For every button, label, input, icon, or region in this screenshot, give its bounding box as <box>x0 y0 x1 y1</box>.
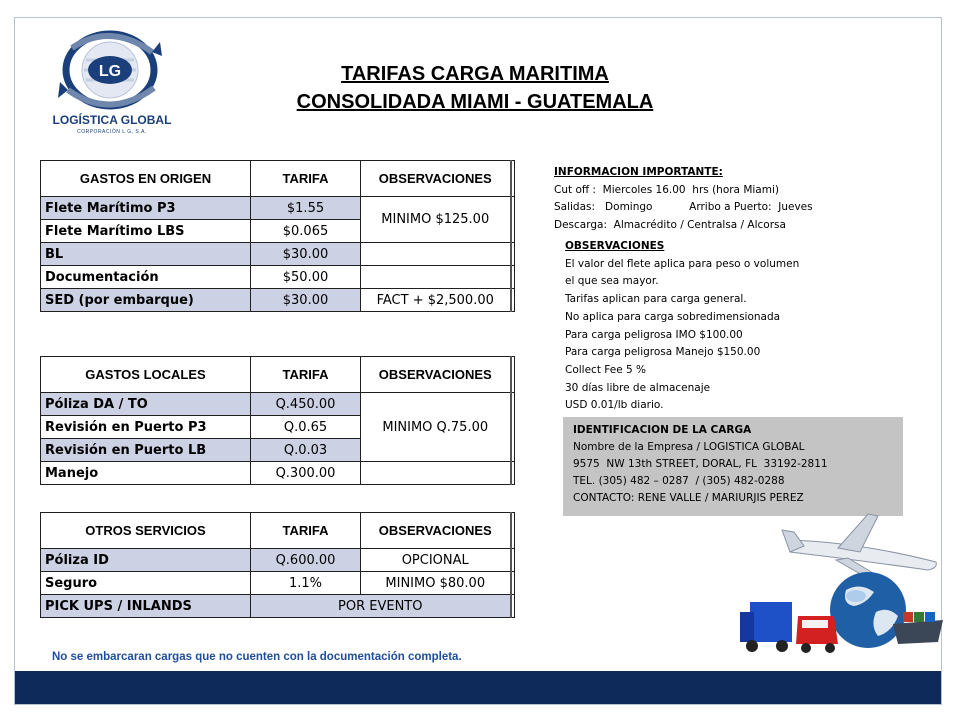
row-name: Seguro <box>41 572 251 595</box>
observation-line: Tarifas aplican para carga general. <box>565 293 747 306</box>
origin-header-obs: OBSERVACIONES <box>361 161 511 197</box>
row-rate: $1.55 <box>251 197 361 220</box>
local-header-obs: OBSERVACIONES <box>361 357 511 393</box>
info-line: Salidas: Domingo Arribo a Puerto: Jueves <box>554 201 813 213</box>
row-name: Revisión en Puerto LB <box>41 439 251 462</box>
observation-line: Collect Fee 5 % <box>565 363 646 376</box>
table-row <box>41 549 515 572</box>
row-name: Revisión en Puerto P3 <box>41 416 251 439</box>
observation-line: El valor del flete aplica para peso o volumen <box>565 257 800 270</box>
row-rate: Q.600.00 <box>251 549 361 572</box>
table-row <box>41 289 515 312</box>
local-header-rate: TARIFA <box>251 357 361 393</box>
row-obs: MINIMO Q.75.00 <box>361 393 511 462</box>
row-obs: FACT + $2,500.00 <box>361 289 511 312</box>
row-obs: MINIMO $80.00 <box>361 572 511 595</box>
observation-line: 30 días libre de almacenaje <box>565 381 711 394</box>
table-row <box>41 243 515 266</box>
row-rate: Q.300.00 <box>251 462 361 485</box>
row-name: Flete Marítimo LBS <box>41 220 251 243</box>
svg-text:LG: LG <box>98 63 122 80</box>
transport-illustration-icon <box>738 512 943 662</box>
origin-header-rate: TARIFA <box>251 161 361 197</box>
footer-bar <box>15 671 941 704</box>
observation-line: Para carga peligrosa IMO $100.00 <box>565 328 743 341</box>
row-rate: Q.0.03 <box>251 439 361 462</box>
table-row <box>41 266 515 289</box>
observation-line: Para carga peligrosa Manejo $150.00 <box>565 346 761 359</box>
row-rate: $30.00 <box>251 243 361 266</box>
row-rate: Q.450.00 <box>251 393 361 416</box>
row-rate: 1.1% <box>251 572 361 595</box>
row-rate: $30.00 <box>251 289 361 312</box>
row-name: Manejo <box>41 462 251 485</box>
globe-icon <box>830 572 906 648</box>
local-charges-table <box>40 356 515 485</box>
row-name: Póliza DA / TO <box>41 393 251 416</box>
logo-name: LOGÍSTICA GLOBAL <box>52 113 172 127</box>
row-name: SED (por embarque) <box>41 289 251 312</box>
documentation-footnote: No se embarcaran cargas que no cuenten con la documentación completa. <box>52 651 462 663</box>
observation-line: USD 0.01/lb diario. <box>565 399 664 412</box>
observation-line: el que sea mayor. <box>565 275 659 288</box>
row-name: Póliza ID <box>41 549 251 572</box>
row-obs: OPCIONAL <box>361 549 511 572</box>
observation-line: No aplica para carga sobredimensionada <box>565 310 781 323</box>
others-header-item: OTROS SERVICIOS <box>41 513 251 549</box>
page-title-line2: CONSOLIDADA MIAMI - GUATEMALA <box>296 91 654 113</box>
origin-charges-table <box>40 160 515 312</box>
logo-corp: CORPORACIÓN L G, S.A. <box>77 129 147 135</box>
row-name: Documentación <box>41 266 251 289</box>
origin-header-item: GASTOS EN ORIGEN <box>41 161 251 197</box>
row-rate: Q.0.65 <box>251 416 361 439</box>
identification-line: Nombre de la Empresa / LOGISTICA GLOBAL <box>573 441 805 453</box>
identification-line: TEL. (305) 482 – 0287 / (305) 482-0288 <box>573 475 785 487</box>
other-services-table <box>40 512 515 618</box>
others-header-rate: TARIFA <box>251 513 361 549</box>
van-icon <box>796 616 838 653</box>
row-obs: MINIMO $125.00 <box>361 197 511 243</box>
row-name: Flete Marítimo P3 <box>41 197 251 220</box>
page-title-line1: TARIFAS CARGA MARITIMA <box>341 63 609 85</box>
row-rate: $0.065 <box>251 220 361 243</box>
observations-list <box>565 238 799 415</box>
table-row <box>41 393 515 416</box>
info-line: Descarga: Almacrédito / Centralsa / Alcorsa <box>554 218 786 231</box>
cargo-identification-box <box>563 417 903 516</box>
others-header-obs: OBSERVACIONES <box>361 513 511 549</box>
identification-line: CONTACTO: RENE VALLE / MARIURJIS PEREZ <box>573 492 804 504</box>
table-row <box>41 462 515 485</box>
local-header-item: GASTOS LOCALES <box>41 357 251 393</box>
table-row <box>41 595 515 618</box>
row-name: BL <box>41 243 251 266</box>
company-logo <box>52 28 172 148</box>
observations-heading: OBSERVACIONES <box>565 240 665 252</box>
globe-logo-icon <box>52 28 172 114</box>
table-row <box>41 197 515 220</box>
row-rate: POR EVENTO <box>251 595 511 618</box>
identification-line: 9575 NW 13th STREET, DORAL, FL 33192-2811 <box>573 458 828 470</box>
info-heading: INFORMACION IMPORTANTE: <box>554 166 723 178</box>
table-row <box>41 572 515 595</box>
row-name: PICK UPS / INLANDS <box>41 595 251 618</box>
important-info <box>554 164 813 234</box>
truck-icon <box>740 602 792 652</box>
row-rate: $50.00 <box>251 266 361 289</box>
info-line: Cut off : Miercoles 16.00 hrs (hora Miami) <box>554 183 779 196</box>
identification-heading: IDENTIFICACION DE LA CARGA <box>573 424 752 436</box>
